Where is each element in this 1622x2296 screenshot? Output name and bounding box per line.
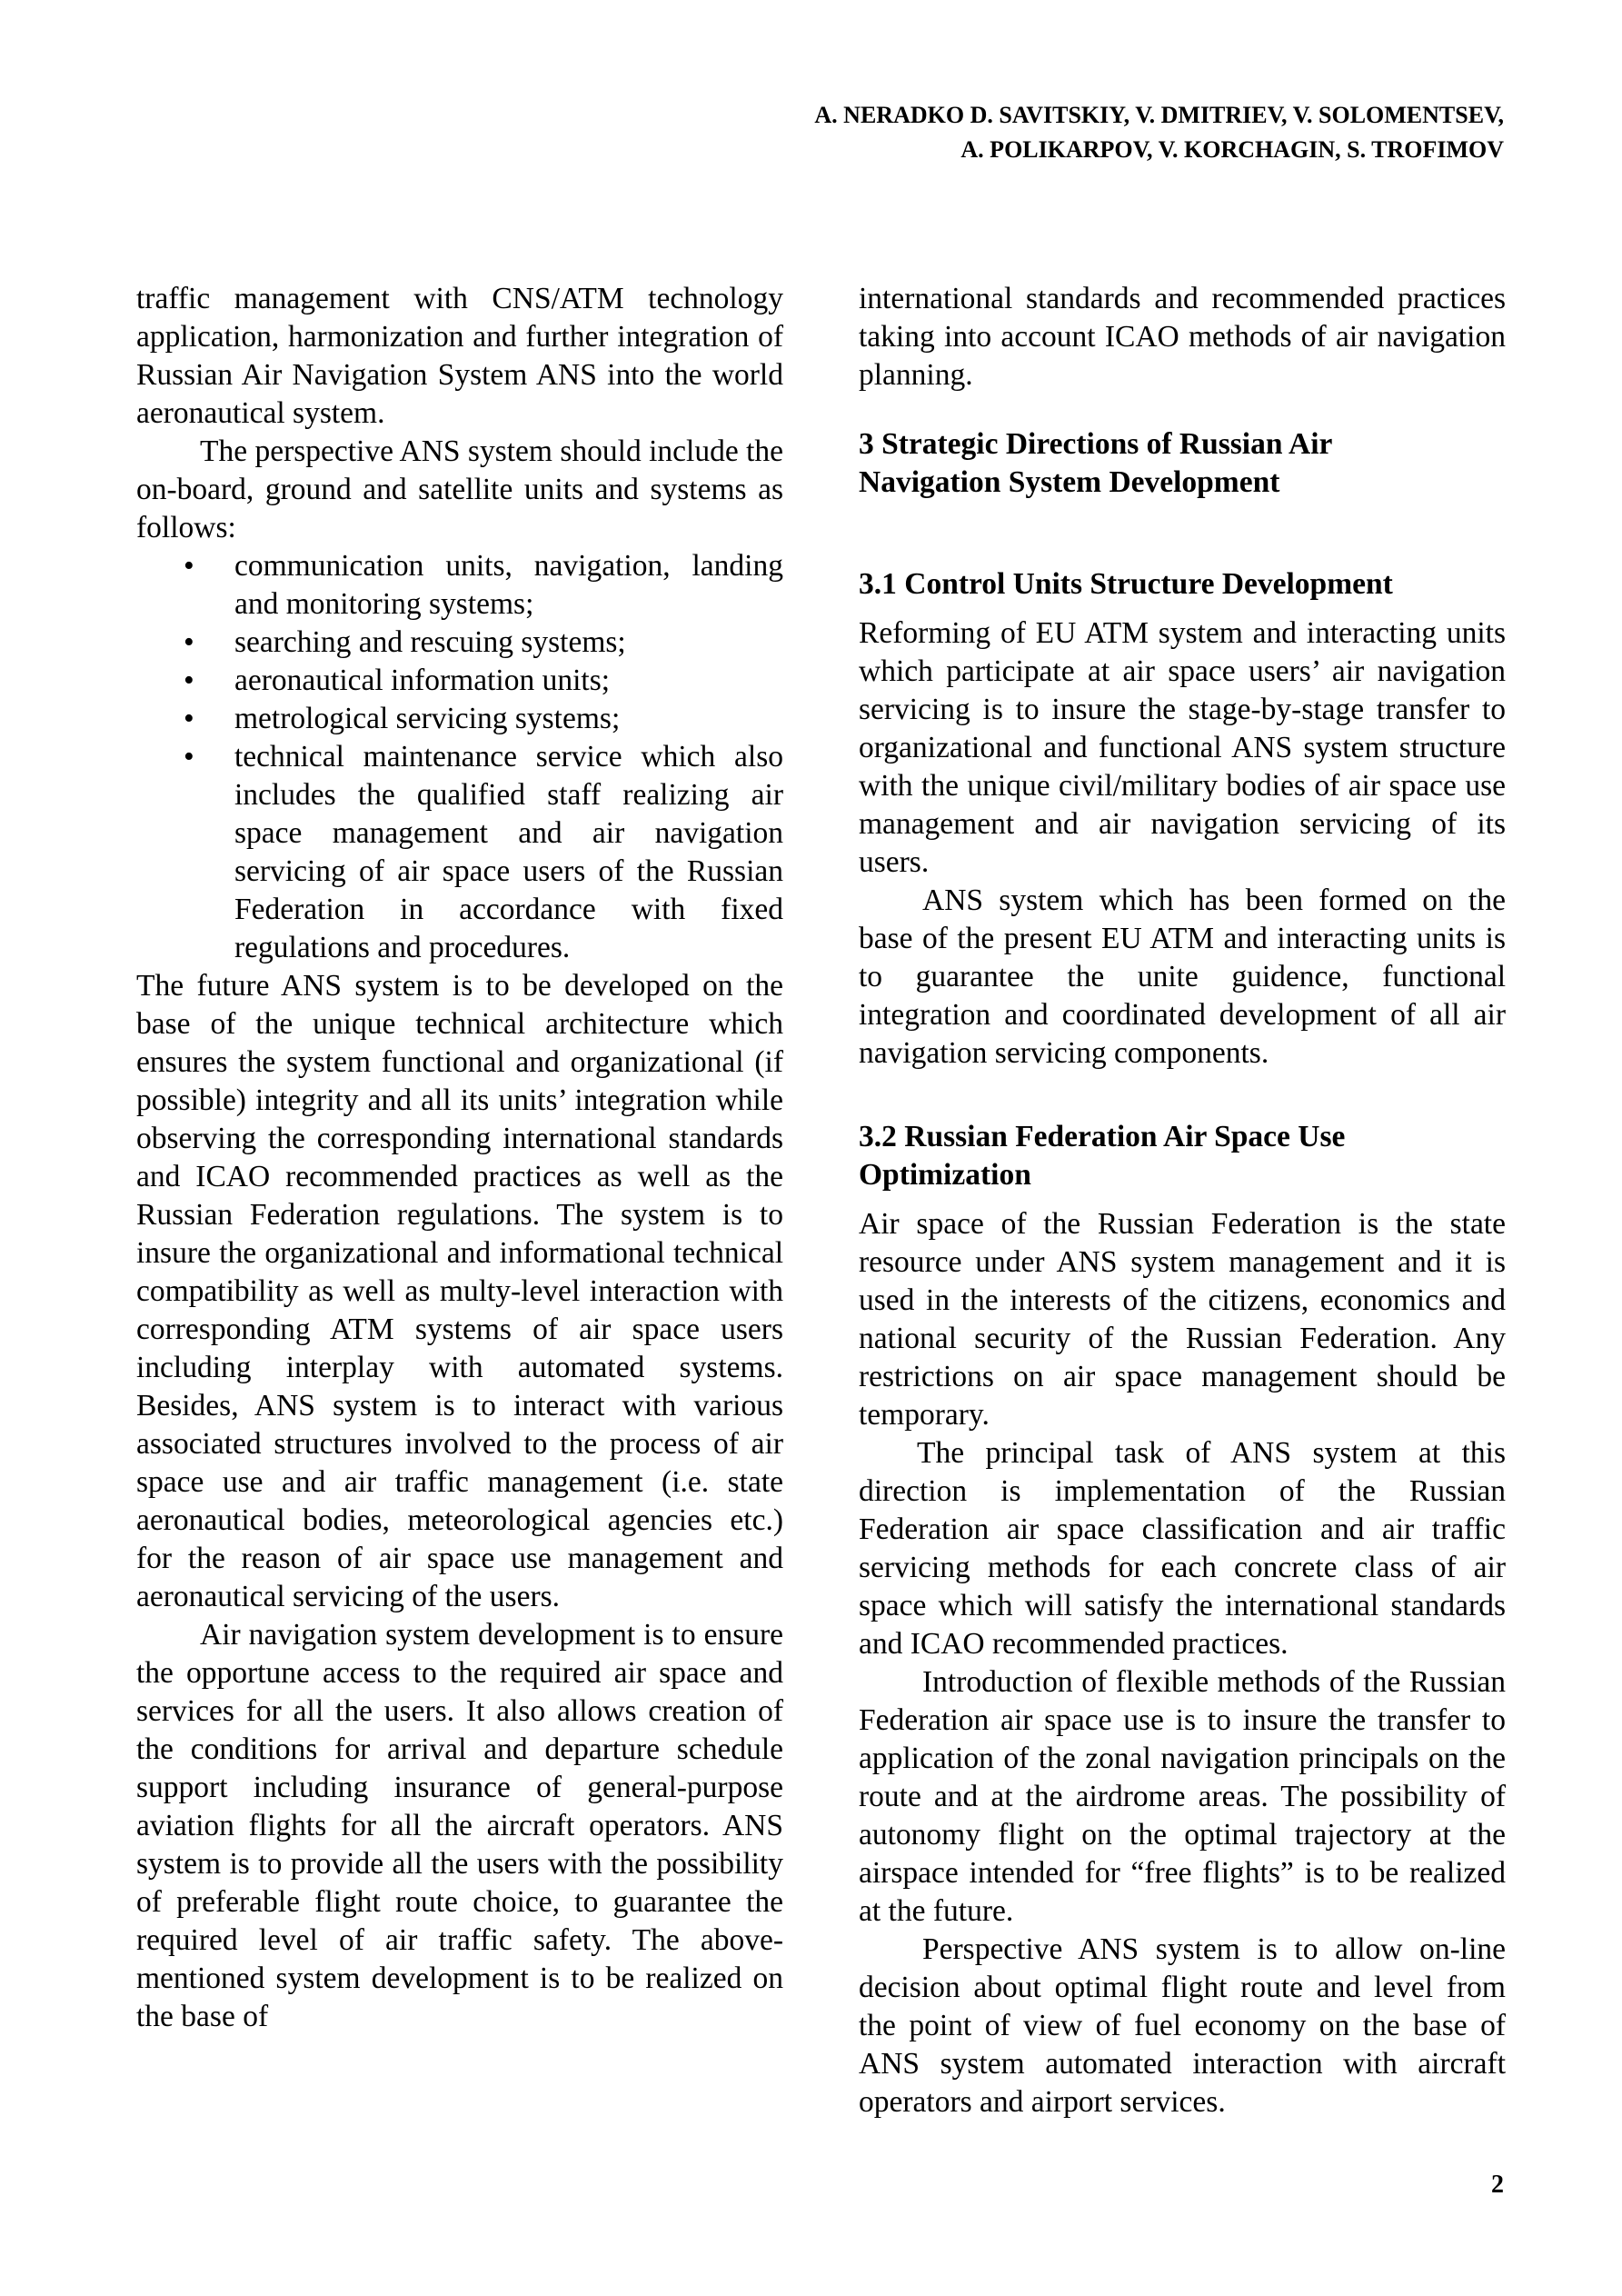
paragraph: Reforming of EU ATM system and interacting units which participate at air space users’ air navigation servicing is to insure the stage-by-stage transfer to organizational and functional ANS system structure with the unique civil/military bodies of air space use management and air navigation servicing of its users. (859, 616, 1506, 879)
list-item: • searching and rescuing systems; (136, 624, 783, 662)
paragraph: The principal task of ANS system at this direction is implementation of the Russian Federation air space classification and air traffic servicing methods for each concrete class of air space which will satisfy the international standards and ICAO recommended practices. (859, 1436, 1506, 1661)
left-column (136, 280, 783, 2036)
list-item: • technical maintenance service which also includes the qualified staff realizing air space management and air navigation servicing of air space users of the Russian Federation in accordance with fixed regulations and procedures. (136, 738, 783, 967)
list-item: • metrological servicing systems; (136, 700, 783, 738)
section-heading: 3 Strategic Directions of Russian Air Navigation System Development (859, 427, 1332, 499)
right-column (859, 280, 1506, 2121)
paragraph: ANS system which has been formed on the base of the present EU ATM and interacting units is to guarantee the unite guidence, functional integration and coordinated development of all air navigation servicing components. (859, 883, 1506, 1070)
header-authors-line1: A. NERADKO D. SAVITSKIY, V. DMITRIEV, V. SOLOMENTSEV, (814, 102, 1504, 128)
page-number: 2 (1491, 2171, 1504, 2199)
subsection-heading: 3.2 Russian Federation Air Space Use Optimization (859, 1120, 1346, 1192)
paragraph: traffic management with CNS/ATM technology application, harmonization and further integration of Russian Air Navigation System ANS into the world aeronautical system. (136, 282, 783, 430)
bullet-list (136, 547, 783, 967)
paragraph: Air navigation system development is to ensure the opportune access to the required air space and services for all the users. It also allows creation of the conditions for arrival and departure schedule support including insurance of general-purpose aviation flights for all the aircraft operators. ANS system is to provide all the users with the possibility of preferable flight route choice, to guarantee the required level of air traffic safety. The above-mentioned system development is to be realized on the base of (136, 1618, 783, 2033)
subsection-heading: 3.1 Control Units Structure Development (859, 567, 1393, 601)
paragraph: Air space of the Russian Federation is the state resource under ANS system management and it is used in the interests of the citizens, economics and national security of the Russian Federation. Any restrictions on air space management should be temporary. (859, 1207, 1506, 1432)
paragraph: The perspective ANS system should include the on-board, ground and satellite units and systems as follows: (136, 434, 783, 544)
running-header (814, 98, 1504, 167)
paragraph: international standards and recommended practices taking into account ICAO methods of air navigation planning. (859, 282, 1506, 392)
list-item: • aeronautical information units; (136, 662, 783, 700)
list-item: • communication units, navigation, landing and monitoring systems; (136, 547, 783, 624)
paragraph: Introduction of flexible methods of the Russian Federation air space use is to insure the transfer to application of the zonal navigation principals on the route and at the airdrome areas. The possibility of autonomy flight on the optimal trajectory at the airspace intended for “free flights” is to be realized at the future. (859, 1665, 1506, 1928)
paragraph: The future ANS system is to be developed on the base of the unique technical architecture which ensures the system functional and organizational (if possible) integrity and all its units’ integration while observing the corresponding international standards and ICAO recommended practices as well as the Russian Federation regulations. The system is to insure the organizational and informational technical compatibility as well as multy-level interaction with corresponding ATM systems of air space users including interplay with automated systems. Besides, ANS system is to interact with various associated structures involved to the process of air space use and air traffic management (i.e. state aeronautical bodies, meteorological agencies etc.) for the reason of air space use management and aeronautical servicing of the users. (136, 969, 783, 1613)
paragraph: Perspective ANS system is to allow on-line decision about optimal flight route and level from the point of view of fuel economy on the base of ANS system automated interaction with aircraft operators and airport services. (859, 1932, 1506, 2119)
header-authors-line2: A. POLIKARPOV, V. KORCHAGIN, S. TROFIMOV (960, 136, 1504, 163)
